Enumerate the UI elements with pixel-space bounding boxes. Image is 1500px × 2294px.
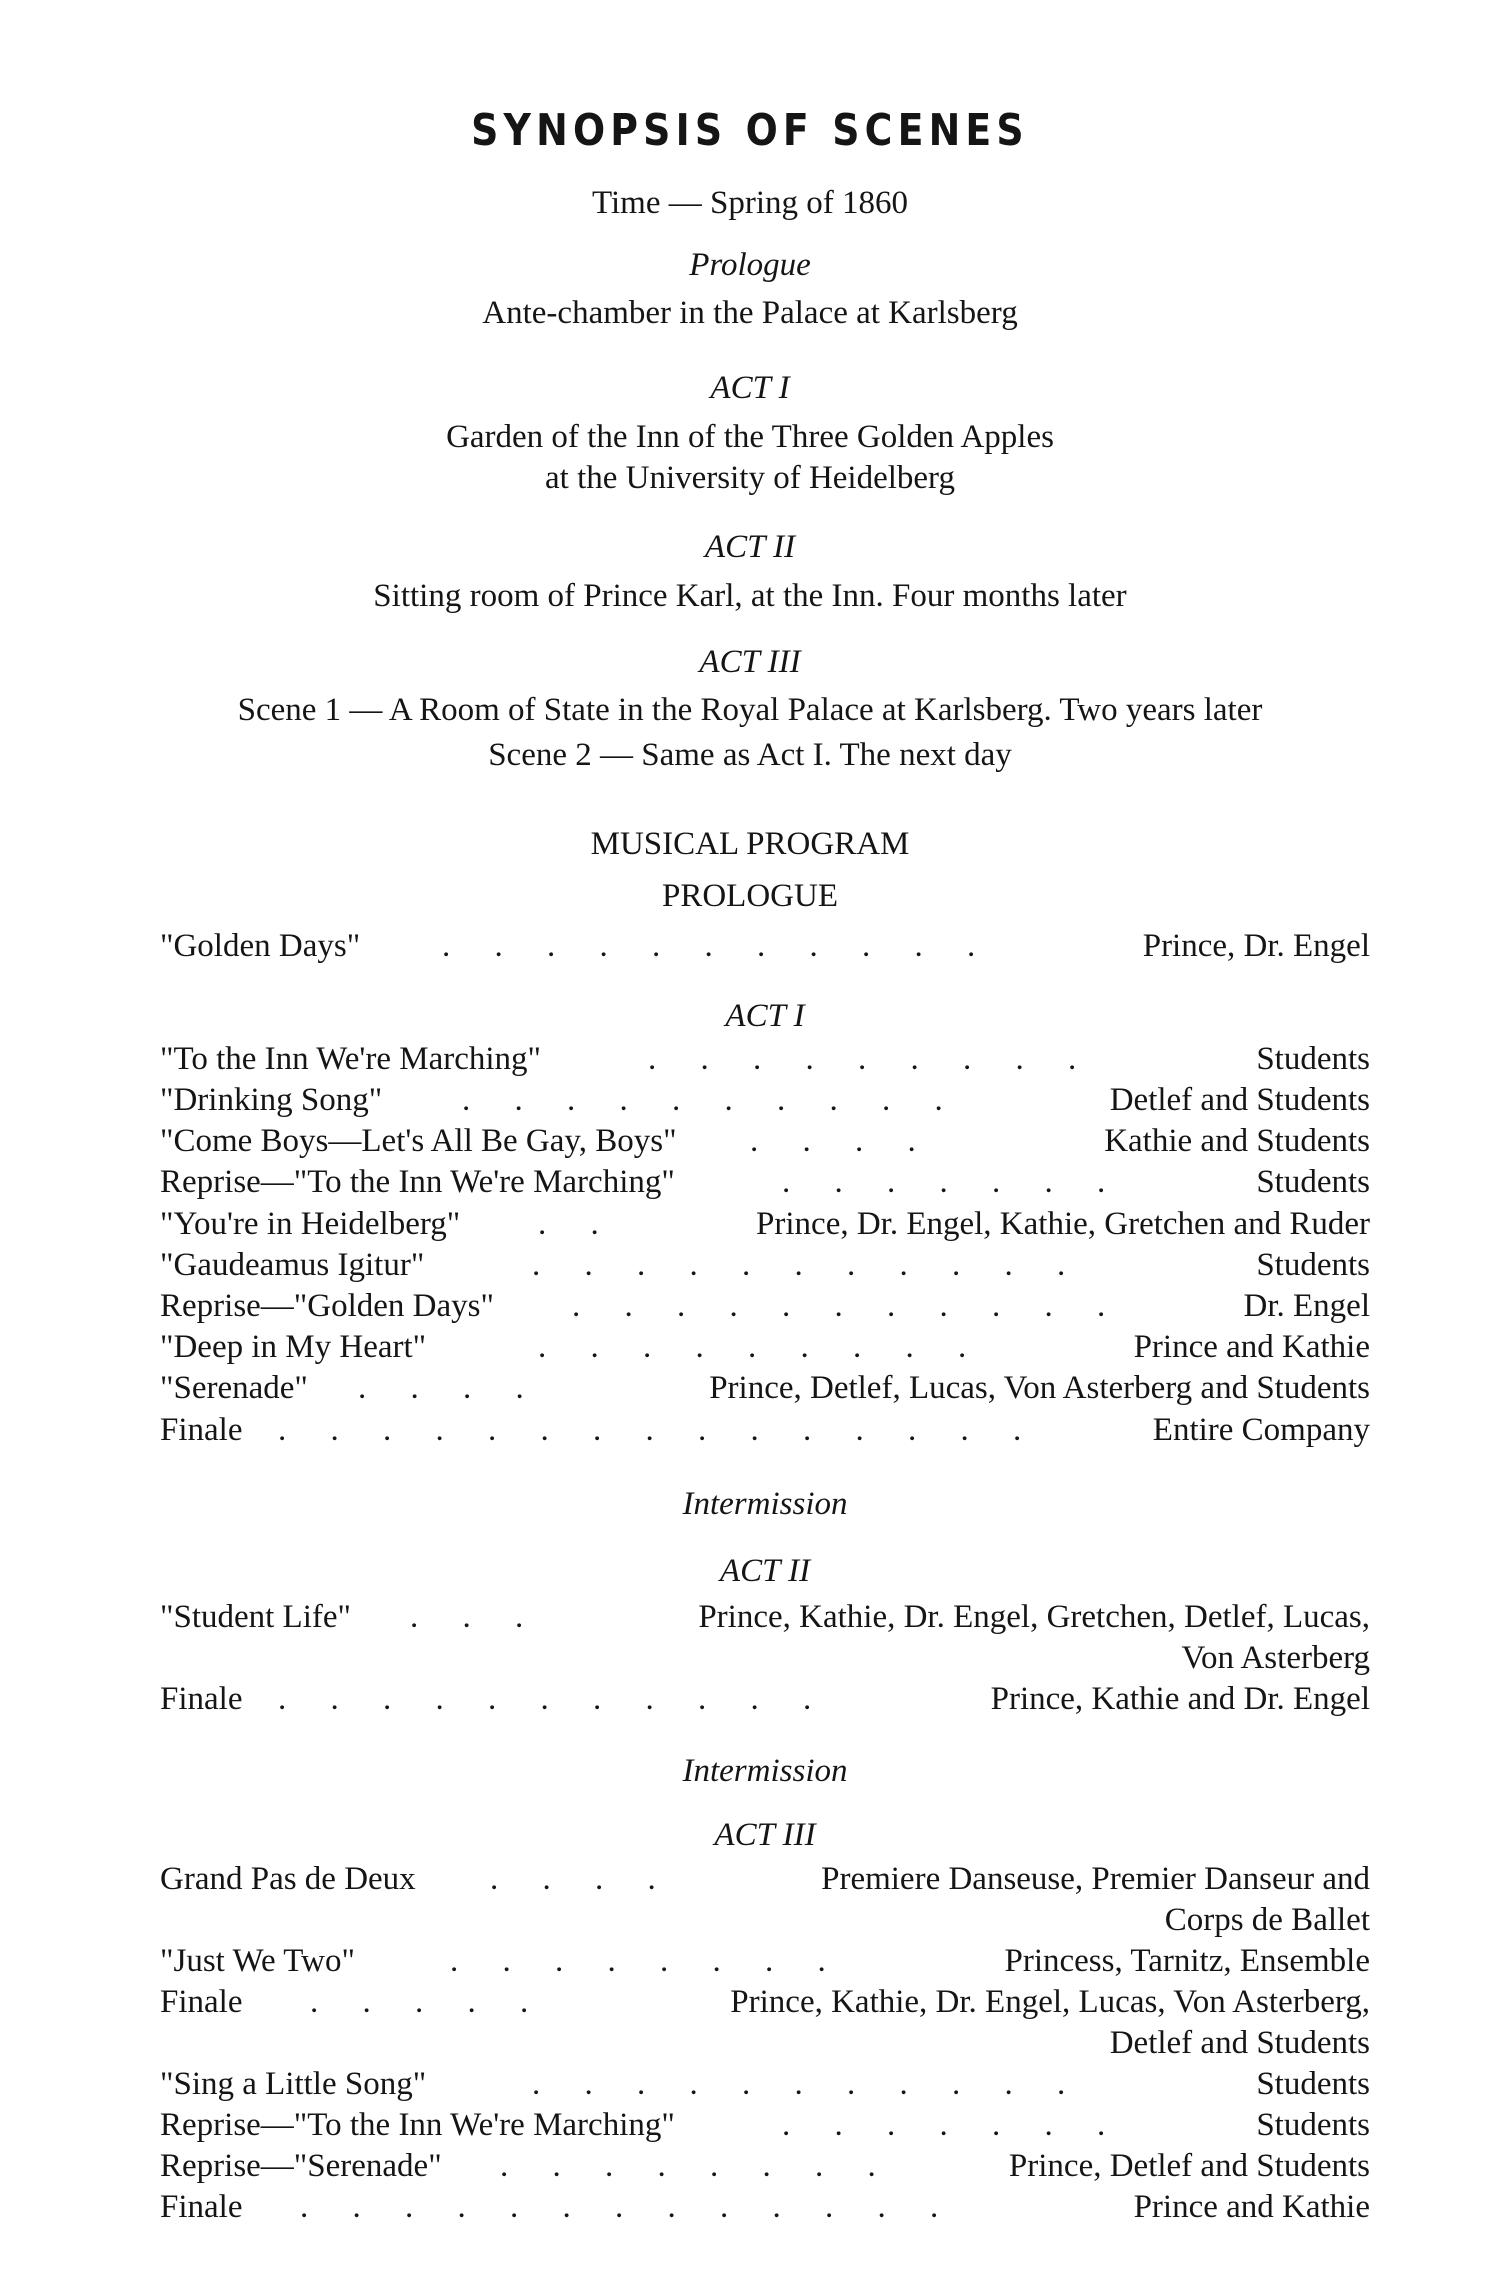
performers-continued: Von Asterberg <box>1181 1640 1370 1676</box>
performers: Detlef and Students <box>1109 1082 1370 1118</box>
act2-heading: ACT II <box>704 529 796 565</box>
musical-act2-heading: ACT II <box>719 1553 811 1589</box>
program-row <box>160 1120 1370 1162</box>
program-row <box>160 2104 1370 2146</box>
musical-act1-heading: ACT I <box>725 998 805 1034</box>
act1-heading: ACT I <box>710 370 790 406</box>
song-title: "Serenade" <box>160 1370 308 1406</box>
dot-leader: . . . . . . . . . . . . . . . <box>278 1412 1040 1448</box>
performers: Prince, Dr. Engel, Kathie, Gretchen and Ruder <box>756 1206 1370 1242</box>
dot-leader: . . . . . <box>310 1984 547 2020</box>
song-title: "To the Inn We're Marching" <box>160 1041 542 1077</box>
program-row <box>160 1285 1370 1327</box>
performers: Prince and Kathie <box>1133 1329 1370 1365</box>
program-row <box>160 925 1370 967</box>
musical-program-heading: MUSICAL PROGRAM <box>590 826 910 862</box>
dot-leader: . . . . . . . . . . . <box>532 2066 1084 2102</box>
song-title: "Golden Days" <box>160 928 361 964</box>
dot-leader: . . . . . . . . . . . <box>278 1681 830 1717</box>
dot-leader: . . . . . . . <box>782 2107 1124 2143</box>
musical-act3-heading: ACT III <box>714 1817 816 1853</box>
performers-continued: Corps de Ballet <box>1164 1902 1370 1938</box>
song-title: Reprise—"To the Inn We're Marching" <box>160 2107 675 2143</box>
dot-leader: . . <box>538 1206 617 1242</box>
performers: Prince and Kathie <box>1133 2189 1370 2225</box>
song-title: "Just We Two" <box>160 1943 355 1979</box>
performers: Prince, Dr. Engel <box>1142 928 1370 964</box>
performers: Entire Company <box>1152 1412 1370 1448</box>
intermission-1: Intermission <box>682 1486 848 1522</box>
song-title: "Deep in My Heart" <box>160 1329 427 1365</box>
program-row <box>160 1858 1370 1938</box>
dot-leader: . . . . . . . <box>782 1164 1124 1200</box>
program-row <box>160 2186 1370 2228</box>
dot-leader: . . . . <box>358 1370 542 1406</box>
program-row <box>160 1038 1370 1080</box>
dot-leader: . . . . . . . . . <box>648 1041 1095 1077</box>
song-title: Finale <box>160 1984 243 2020</box>
dot-leader: . . . . . . . . <box>450 1943 844 1979</box>
program-row <box>160 1596 1370 1676</box>
intermission-2: Intermission <box>682 1753 848 1789</box>
dot-leader: . . . . . . . . . . . <box>572 1288 1124 1324</box>
performers: Students <box>1256 2107 1370 2143</box>
dot-leader: . . . . . . . . <box>500 2148 894 2184</box>
song-title: Reprise—"To the Inn We're Marching" <box>160 1164 675 1200</box>
performers: Premiere Danseuse, Premier Danseur and <box>821 1861 1370 1897</box>
performers: Dr. Engel <box>1243 1288 1370 1324</box>
act1-setting-line1: Garden of the Inn of the Three Golden Apples <box>446 419 1054 455</box>
program-row <box>160 1409 1370 1451</box>
dot-leader: . . . . . . . . . . . . . <box>300 2189 957 2225</box>
program-row <box>160 2145 1370 2187</box>
song-title: Finale <box>160 1412 243 1448</box>
time-line: Time — Spring of 1860 <box>592 185 908 221</box>
prologue-setting: Ante-chamber in the Palace at Karlsberg <box>482 295 1018 331</box>
musical-prologue-heading: PROLOGUE <box>661 878 838 914</box>
performers: Prince, Kathie, Dr. Engel, Lucas, Von Asterberg, <box>730 1984 1370 2020</box>
dot-leader: . . . <box>410 1599 542 1635</box>
song-title: Reprise—"Golden Days" <box>160 1288 494 1324</box>
dot-leader: . . . . . . . . . . <box>462 1082 961 1118</box>
performers: Students <box>1256 1041 1370 1077</box>
act3-heading: ACT III <box>699 644 801 680</box>
song-title: "Student Life" <box>160 1599 351 1635</box>
dot-leader: . . . . <box>750 1123 934 1159</box>
program-row <box>160 2063 1370 2105</box>
program-row <box>160 1244 1370 1286</box>
performers: Students <box>1256 2066 1370 2102</box>
program-row <box>160 1161 1370 1203</box>
performers: Prince, Kathie and Dr. Engel <box>990 1681 1370 1717</box>
song-title: "Sing a Little Song" <box>160 2066 427 2102</box>
prologue-heading: Prologue <box>689 247 811 283</box>
song-title: "You're in Heidelberg" <box>160 1206 461 1242</box>
song-title: Finale <box>160 1681 243 1717</box>
song-title: "Gaudeamus Igitur" <box>160 1247 425 1283</box>
act3-scene2: Scene 2 — Same as Act I. The next day <box>488 737 1012 773</box>
performers: Kathie and Students <box>1104 1123 1370 1159</box>
performers: Princess, Tarnitz, Ensemble <box>1004 1943 1370 1979</box>
performers: Students <box>1256 1164 1370 1200</box>
act3-scene1: Scene 1 — A Room of State in the Royal Palace at Karlsberg. Two years later <box>237 692 1263 728</box>
performers: Prince, Detlef, Lucas, Von Asterberg and Students <box>709 1370 1370 1406</box>
dot-leader: . . . . . . . . . . . <box>442 928 994 964</box>
program-row <box>160 1981 1370 2061</box>
song-title: "Drinking Song" <box>160 1082 383 1118</box>
dot-leader: . . . . . . . . . . . <box>532 1247 1084 1283</box>
song-title: "Come Boys—Let's All Be Gay, Boys" <box>160 1123 677 1159</box>
program-row <box>160 1326 1370 1368</box>
program-row <box>160 1940 1370 1982</box>
song-title: Finale <box>160 2189 243 2225</box>
song-title: Reprise—"Serenade" <box>160 2148 442 2184</box>
program-row <box>160 1079 1370 1121</box>
act2-setting: Sitting room of Prince Karl, at the Inn. Four months later <box>373 578 1127 614</box>
program-row <box>160 1203 1370 1245</box>
program-row <box>160 1678 1370 1720</box>
performers: Students <box>1256 1247 1370 1283</box>
performers: Prince, Kathie, Dr. Engel, Gretchen, Detlef, Lucas, <box>698 1599 1370 1635</box>
performers: Prince, Detlef and Students <box>1008 2148 1370 2184</box>
performers-continued: Detlef and Students <box>1109 2025 1370 2061</box>
dot-leader: . . . . . . . . . <box>538 1329 985 1365</box>
page-title: SYNOPSIS OF SCENES <box>471 105 1029 156</box>
dot-leader: . . . . <box>490 1861 674 1897</box>
song-title: Grand Pas de Deux <box>160 1861 416 1897</box>
program-row <box>160 1367 1370 1409</box>
act1-setting-line2: at the University of Heidelberg <box>545 460 955 496</box>
